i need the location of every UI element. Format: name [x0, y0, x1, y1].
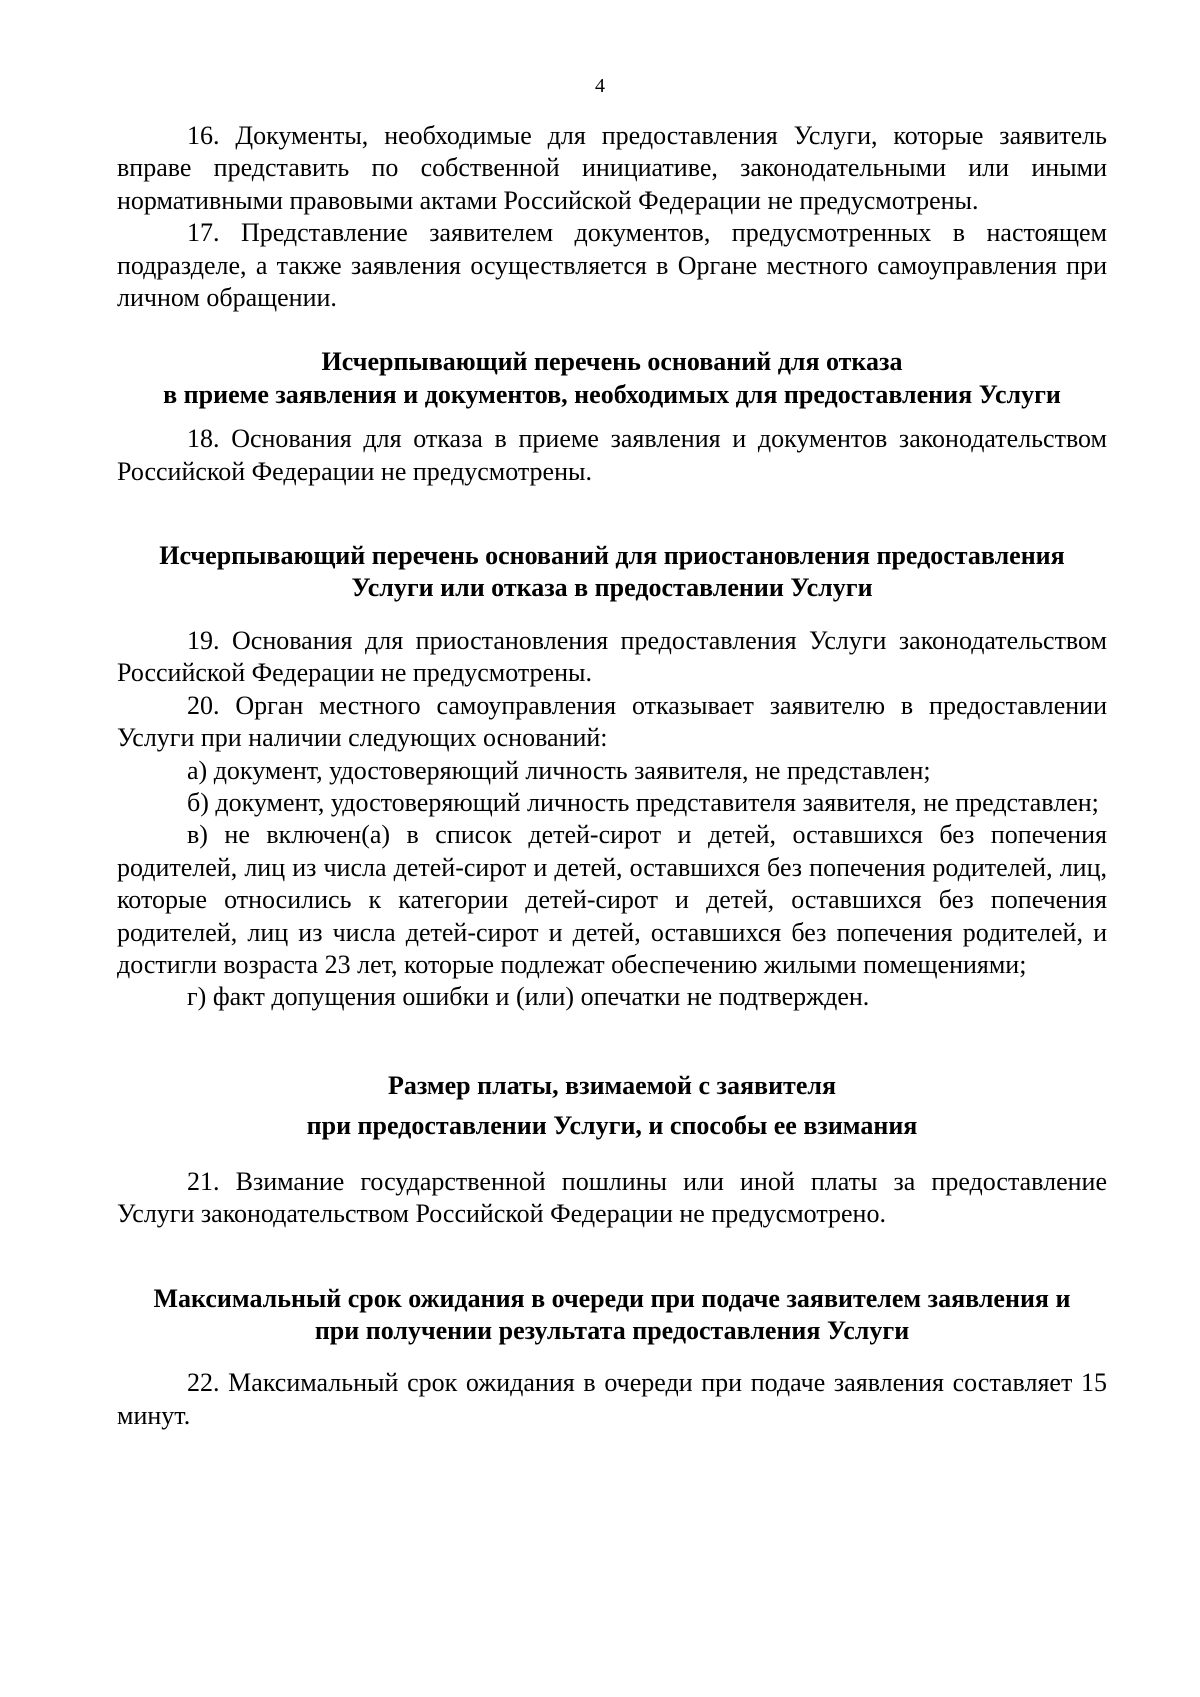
section-heading-refusal-acceptance	[117, 346, 1107, 411]
heading-line: при получении результата предоставления Услуги	[314, 1315, 910, 1345]
paragraph-19: 19. Основания для приостановления предоставления Услуги законодательством Российской Федерации не предусмотрены.	[117, 625, 1107, 688]
heading-line: в приеме заявления и документов, необходимых для предоставления Услуги	[163, 379, 1061, 409]
section-heading-fee	[117, 1066, 1107, 1146]
heading-line: Максимальный срок ожидания в очереди при подаче заявителем заявления и	[153, 1283, 1071, 1313]
paragraph-20: 20. Орган местного самоуправления отказывает заявителю в предоставлении Услуги при наличии следующих оснований:	[117, 690, 1107, 753]
document-body	[117, 120, 1107, 1432]
paragraph-17: 17. Представление заявителем документов, предусмотренных в настоящем подразделе, а также заявления осуществляется в Органе местного самоуправления при личном обращении.	[117, 218, 1107, 313]
paragraph-21: 21. Взимание государственной пошлины или иной платы за предоставление Услуги законодательством Российской Федерации не предусмотрено.	[117, 1166, 1107, 1229]
heading-line: при предоставлении Услуги, и способы ее взимания	[306, 1110, 918, 1140]
heading-line: Услуги или отказа в предоставлении Услуги	[351, 573, 873, 603]
paragraph-16: 16. Документы, необходимые для предоставления Услуги, которые заявитель вправе представить по собственной инициативе, законодательными или иными нормативными правовыми актами Российской Федерации не предусмотрены.	[117, 121, 1107, 215]
paragraph-18: 18. Основания для отказа в приеме заявления и документов законодательством Российской Федерации не предусмотрены.	[117, 424, 1107, 486]
paragraph-20b: б) документ, удостоверяющий личность представителя заявителя, не представлен;	[187, 787, 1099, 817]
page-number: 4	[595, 75, 605, 97]
heading-line: Размер платы, взимаемой с заявителя	[387, 1070, 837, 1100]
paragraph-20d: г) факт допущения ошибки и (или) опечатки не подтвержден.	[187, 982, 870, 1012]
paragraph-20c: в) не включен(а) в список детей-сирот и детей, оставшихся без попечения родителей, лиц из числа детей-сирот и детей, оставшихся без попечения родителей, лиц, которые относились к категории детей-сирот и детей, оставшихся без попечения родителей, лиц из числа детей-сирот и детей, оставшихся без попечения родителей, и достигли возраста 23 лет, которые подлежат обеспечению жилыми помещениями;	[117, 820, 1107, 979]
paragraph-22: 22. Максимальный срок ожидания в очереди при подаче заявления составляет 15 минут.	[117, 1368, 1107, 1430]
section-heading-queue-time	[117, 1283, 1107, 1348]
paragraph-20a: а) документ, удостоверяющий личность заявителя, не представлен;	[187, 755, 931, 785]
heading-line: Исчерпывающий перечень оснований для приостановления предоставления	[159, 541, 1065, 571]
section-heading-suspension-refusal	[117, 540, 1107, 605]
heading-line: Исчерпывающий перечень оснований для отказа	[321, 347, 903, 377]
